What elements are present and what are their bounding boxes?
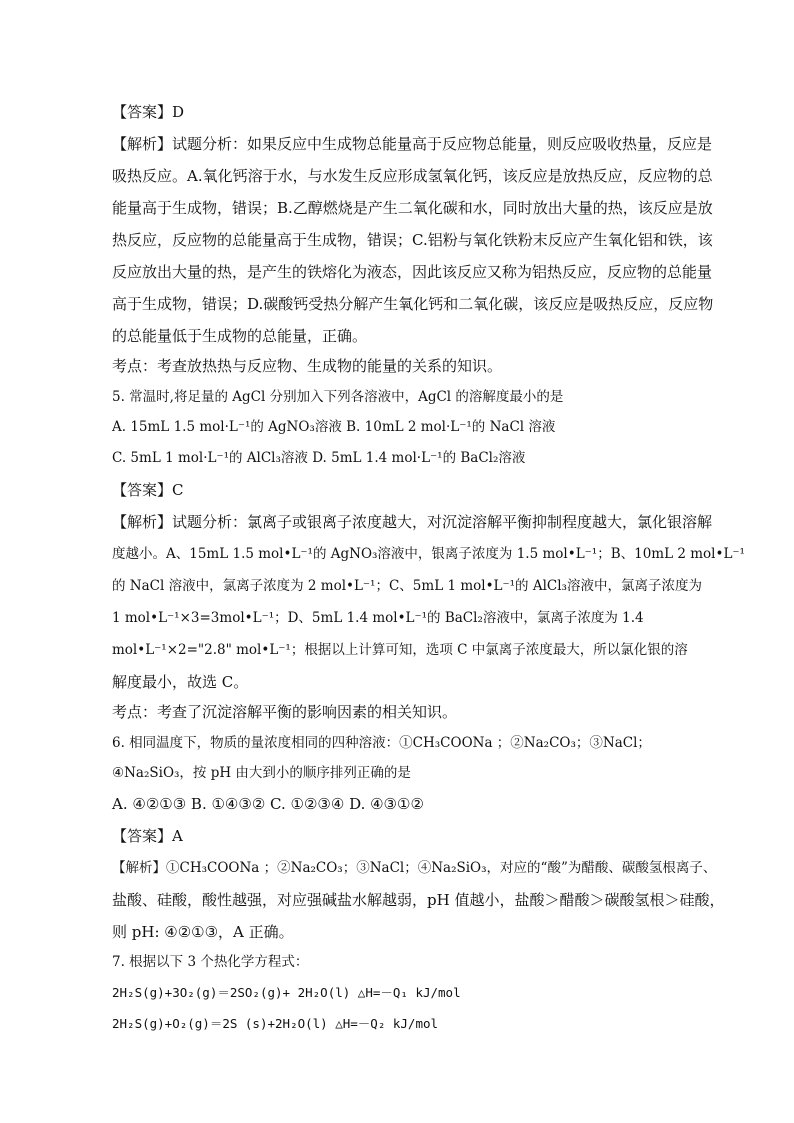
question-6-stem: ④Na₂SiO₃，按 pH 由大到小的顺序排列正确的是: [112, 765, 411, 781]
analysis-line: 度越小。A、15mL 1.5 mol•L⁻¹的 AgNO₃溶液中，银离子浓度为 1.5 mol•L⁻¹；B、10mL 2 mol•L⁻¹: [112, 546, 745, 562]
knowledge-point: 考点：考查了沉淀溶解平衡的影响因素的相关知识。: [112, 703, 458, 721]
analysis-line: 热反应，反应物的总能量高于生成物，错误；C.铝粉与氧化铁粉末反应产生氧化铝和铁，该: [112, 231, 713, 249]
analysis-line: 高于生成物，错误；D.碳酸钙受热分解产生氧化钙和二氧化碳，该反应是吸热反应，反应物: [112, 295, 714, 313]
question-7-stem: 7. 根据以下 3 个热化学方程式：: [112, 954, 309, 970]
analysis-line: 1 mol•L⁻¹×3=3mol•L⁻¹；D、5mL 1.4 mol•L⁻¹的 BaCl₂溶液中，氯离子浓度为 1.4: [112, 610, 644, 626]
analysis-line: 【解析】试题分析：如果反应中生成物总能量高于反应物总能量，则反应吸收热量，反应是: [112, 135, 713, 153]
knowledge-point: 考点：考查放热热与反应物、生成物的能量的关系的知识。: [112, 357, 503, 375]
analysis-line: 解度最小，故选 C。: [112, 673, 249, 691]
question-6-options: A. ④②①③ B. ①④③② C. ①②③④ D. ④③①②: [112, 795, 424, 813]
question-5-options-ab: A. 15mL 1.5 mol·L⁻¹的 AgNO₃溶液 B. 10mL 2 mol·L⁻¹的 NaCl 溶液: [112, 419, 556, 435]
analysis-line: 反应放出大量的热，是产生的铁熔化为液态，因此该反应又称为铝热反应，反应物的总能量: [112, 263, 713, 281]
thermo-equation-1: 2H₂S(g)+3O₂(g)＝2SO₂(g)+ 2H₂O(l) △H=－Q₁ kJ/mol: [112, 985, 461, 1000]
analysis-line: 盐酸、硅酸，酸性越强，对应强碱盐水解越弱，pH 值越小，盐酸＞醋酸＞碳酸氢根＞硅酸，: [112, 891, 725, 909]
analysis-line: 则 pH: ④②①③，A 正确。: [112, 923, 294, 941]
analysis-line: 吸热反应。A.氧化钙溶于水，与水发生反应形成氢氧化钙，该反应是放热反应，反应物的总: [112, 167, 713, 185]
question-5-options-cd: C. 5mL 1 mol·L⁻¹的 AlCl₃溶液 D. 5mL 1.4 mol·L⁻¹的 BaCl₂溶液: [112, 450, 526, 466]
analysis-line: mol•L⁻¹×2="2.8" mol•L⁻¹；根据以上计算可知，选项 C 中氯离子浓度最大，所以氯化银的溶: [112, 642, 688, 658]
analysis-line: 的总能量低于生成物的总能量，正确。: [112, 327, 368, 345]
thermo-equation-2: 2H₂S(g)+O₂(g)＝2S (s)+2H₂O(l) △H=－Q₂ kJ/mol: [112, 1016, 439, 1031]
answer-label-q4: 【答案】D: [112, 103, 185, 121]
analysis-line: 【解析】试题分析：氯离子或银离子浓度越大，对沉淀溶解平衡抑制程度越大，氯化银溶解: [112, 513, 713, 531]
question-6-stem: 6. 相同温度下，物质的量浓度相同的四种溶液：①CH₃COONa ；②Na₂CO₃；③NaCl；: [112, 735, 651, 751]
question-5-stem: 5. 常温时,将足量的 AgCl 分别加入下列各溶液中，AgCl 的溶解度最小的是: [112, 389, 564, 405]
answer-label-q6: 【答案】A: [112, 827, 183, 845]
analysis-line: 能量高于生成物，错误；B.乙醇燃烧是产生二氧化碳和水，同时放出大量的热，该反应是放: [112, 199, 713, 217]
analysis-line: 的 NaCl 溶液中，氯离子浓度为 2 mol•L⁻¹；C、5mL 1 mol•L⁻¹的 AlCl₃溶液中，氯离子浓度为: [112, 578, 702, 594]
analysis-line: 【解析】①CH₃COONa ；②Na₂CO₃；③NaCl；④Na₂SiO₃，对应的“酸”为醋酸、碳酸氢根离子、: [112, 860, 717, 876]
answer-label-q5: 【答案】C: [112, 481, 184, 499]
